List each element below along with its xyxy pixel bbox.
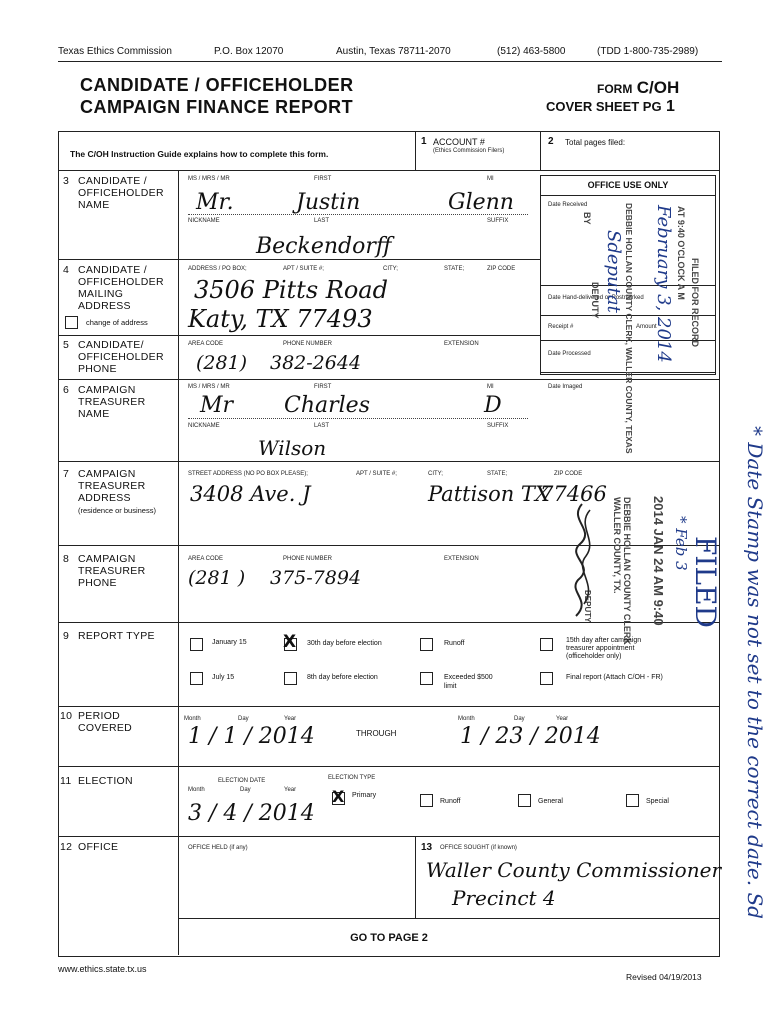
sec5-title-2: OFFICEHOLDER: [78, 351, 164, 363]
sec8-area-value: (281 ): [188, 567, 246, 589]
sec4-addr-label: ADDRESS / PO BOX;: [188, 266, 247, 272]
sec3-mi-label: MI: [487, 176, 494, 182]
report-exceeded-label-1: Exceeded $500: [444, 674, 493, 681]
sec5-area-label: AREA CODE: [188, 341, 224, 347]
sec3-suffix-label: SUFFIX: [487, 218, 509, 224]
sec8-number: 8: [63, 553, 70, 565]
sec10-to-day-label: Day: [514, 716, 525, 722]
sec5-phone-label: PHONE NUMBER: [283, 341, 333, 347]
footer-url: www.ethics.state.tx.us: [58, 964, 147, 974]
sec4-zip-label: ZIP CODE: [487, 266, 516, 272]
sec11-number: 11: [60, 775, 72, 787]
account-divider: [415, 131, 416, 170]
rule-sec6: [58, 379, 720, 380]
report-exceeded-label-2: limit: [444, 683, 457, 690]
report-15day-checkbox[interactable]: [540, 638, 553, 651]
sec13-value-line1: Waller County Commissioner: [426, 858, 721, 882]
po-box: P.O. Box 12070: [214, 46, 284, 57]
sec10-through: THROUGH: [356, 729, 397, 738]
sec10-to-year-label: Year: [556, 716, 569, 722]
rule-sec12: [58, 836, 720, 837]
stamp2-filed: FILED: [689, 536, 722, 628]
sec8-phone-value: 375-7894: [270, 567, 362, 589]
sec6-title-3: NAME: [78, 408, 110, 420]
sec3-title-value: Mr.: [196, 190, 234, 215]
sec8-title-2: TREASURER: [78, 565, 146, 577]
sec11-year-label: Year: [284, 787, 297, 793]
sec6-nick-label: NICKNAME: [188, 423, 220, 429]
sec6-last-label: LAST: [314, 423, 330, 429]
account-sub: (Ethics Commission Filers): [433, 148, 505, 154]
sec11-date-value: 3 / 4 / 2014: [188, 801, 315, 826]
rule-sec5: [58, 335, 540, 336]
date-hand-label: Date Hand-delivered or Postmarked: [548, 295, 644, 301]
office-divider: [415, 836, 416, 918]
sec10-from-year-label: Year: [284, 716, 297, 722]
stamp2-deputy: DEPUTY: [583, 590, 592, 623]
sec6-mi-label: MI: [487, 384, 494, 390]
sec7-addr-label: STREET ADDRESS (NO PO BOX PLEASE);: [188, 471, 308, 477]
election-runoff-label: Runoff: [440, 798, 461, 805]
sec7-title-2: TREASURER: [78, 480, 146, 492]
sec6-last-value: Wilson: [258, 436, 327, 460]
amount-label: Amount: [636, 324, 657, 330]
form-code-value: C/OH: [636, 78, 680, 97]
sec3-first-value: Justin: [296, 190, 361, 215]
stamp2-clerk: DEBBIE HOLLAN COUNTY CLERK WALLER COUNTY, TX.: [612, 497, 632, 645]
election-primary-mark: X: [332, 787, 345, 806]
report-jan15-label: January 15: [212, 639, 247, 646]
sec7-apt-label: APT / SUITE #;: [356, 471, 397, 477]
sec6-title-1: CAMPAIGN: [78, 384, 136, 396]
sec4-city-value: Katy, TX 77493: [188, 305, 373, 333]
stamp-hw-signature: Sdeputat: [603, 230, 624, 313]
election-primary-label: Primary: [352, 792, 377, 799]
sec3-title-label: MS / MRS / MR: [188, 176, 230, 182]
receipt-label: Receipt #: [548, 324, 574, 330]
sec13-sought-label: OFFICE SOUGHT (if known): [440, 845, 517, 851]
report-8day-label: 8th day before election: [307, 674, 378, 681]
stamp-hw-date: February 3, 2014: [653, 205, 674, 363]
form-prefix: FORM: [597, 82, 633, 96]
sec9-number: 9: [63, 630, 70, 642]
sec7-zip-label: ZIP CODE: [554, 471, 583, 477]
sec11-title: ELECTION: [78, 775, 133, 787]
report-final-label: Final report (Attach C/OH - FR): [566, 674, 663, 681]
form-title-line1: CANDIDATE / OFFICEHOLDER: [80, 75, 354, 95]
report-runoff-label: Runoff: [444, 640, 465, 647]
office-use-title: OFFICE USE ONLY: [587, 180, 669, 190]
sec12-held-label: OFFICE HELD (if any): [188, 845, 248, 851]
sec6-mi-value: D: [484, 393, 502, 418]
sec11-date-label: ELECTION DATE: [218, 778, 266, 784]
sec7-addr-value: 3408 Ave. J: [190, 482, 311, 506]
rule-sec4: [58, 259, 540, 260]
report-jul15-label: July 15: [212, 674, 235, 681]
account-label: ACCOUNT #: [433, 137, 485, 147]
form-title-line2: CAMPAIGN FINANCE REPORT: [80, 97, 354, 117]
stamp-clerk: DEBBIE HOLLAN COUNTY CLERK, WALLER COUNTY, TEXAS: [624, 203, 634, 454]
sec10-title-2: COVERED: [78, 722, 133, 734]
sec10-title-1: PERIOD: [78, 710, 121, 722]
sec7-title-3: ADDRESS: [78, 492, 131, 504]
sec5-title-1: CANDIDATE/: [78, 339, 144, 351]
office-rule-1: [540, 195, 716, 196]
agency-name: Texas Ethics Commission: [58, 46, 172, 57]
rule-sec7: [58, 461, 720, 462]
sec8-title-1: CAMPAIGN: [78, 553, 136, 565]
report-15day-label-1: 15th day after campaign: [566, 637, 642, 644]
sec7-sub: (residence or business): [78, 506, 156, 515]
report-30day-label: 30th day before election: [307, 640, 382, 647]
sec13-number: 13: [421, 842, 433, 853]
agency-phone: (512) 463-5800: [497, 46, 566, 57]
sec5-phone-value: 382-2644: [270, 352, 362, 374]
sec5-title-3: PHONE: [78, 363, 117, 375]
stamp-at-time: AT 9:40 O'CLOCK A M: [676, 206, 686, 300]
sec4-number: 4: [63, 264, 70, 276]
sec4-title-3: MAILING: [78, 288, 124, 300]
sec12-title: OFFICE: [78, 841, 119, 853]
sec3-title-3: NAME: [78, 199, 110, 211]
election-special-label: Special: [646, 798, 669, 805]
sec8-phone-label: PHONE NUMBER: [283, 556, 333, 562]
sec7-zip-value: 77466: [540, 482, 607, 506]
sec4-state-label: STATE;: [444, 266, 465, 272]
sec6-number: 6: [63, 384, 70, 396]
date-received-label: Date Received: [548, 202, 588, 208]
election-general-checkbox[interactable]: [518, 794, 531, 807]
sec7-city-value: Pattison TX: [428, 482, 550, 506]
sec10-from-value: 1 / 1 / 2014: [188, 724, 315, 749]
stamp-filed-record: FILED FOR RECORD: [690, 258, 700, 347]
stamp2-note: * Feb 3: [672, 516, 690, 571]
sec7-title-1: CAMPAIGN: [78, 468, 136, 480]
agency-tdd: (TDD 1-800-735-2989): [597, 46, 699, 57]
pages-divider: [540, 131, 541, 170]
sec8-area-label: AREA CODE: [188, 556, 224, 562]
goto-page-2[interactable]: GO TO PAGE 2: [350, 932, 428, 944]
sec3-last-label: LAST: [314, 218, 330, 224]
sec3-title-1: CANDIDATE /: [78, 175, 148, 187]
cover-sheet-label: [546, 98, 675, 116]
agency-city: Austin, Texas 78711-2070: [336, 46, 451, 57]
sec3-number: 3: [63, 175, 70, 187]
change-address-checkbox[interactable]: [65, 316, 78, 329]
sec3-mi-value: Glenn: [448, 190, 514, 215]
sec4-title-2: OFFICEHOLDER: [78, 276, 164, 288]
page-number: 1: [666, 98, 675, 115]
sec11-month-label: Month: [188, 787, 205, 793]
sec6-dots: [188, 418, 528, 419]
sec6-title-value: Mr: [200, 393, 234, 418]
account-num: 1: [421, 136, 427, 147]
stamp2-date: 2014 JAN 24 AM 9:40: [651, 496, 666, 626]
rule-sec10: [58, 706, 720, 707]
sec7-state-label: STATE;: [487, 471, 508, 477]
sec13-value-line2: Precinct 4: [452, 886, 556, 910]
sec4-title-4: ADDRESS: [78, 300, 131, 312]
rule-goto: [178, 918, 720, 919]
sec8-title-3: PHONE: [78, 577, 117, 589]
date-imaged-label: Date Imaged: [548, 384, 583, 390]
sec6-first-value: Charles: [284, 393, 370, 418]
header-rule: [58, 61, 722, 62]
sec10-to-value: 1 / 23 / 2014: [460, 724, 601, 749]
election-runoff-checkbox[interactable]: [420, 794, 433, 807]
sec5-number: 5: [63, 339, 70, 351]
sec4-apt-label: APT / SUITE #;: [283, 266, 324, 272]
footer-revised: Revised 04/19/2013: [626, 972, 702, 982]
pages-label: Total pages filed:: [565, 138, 626, 147]
margin-note: * Date Stamp was not set to the correct date. Sd: [743, 426, 767, 919]
sec4-city-label: CITY;: [383, 266, 398, 272]
report-jan15-checkbox[interactable]: [190, 638, 203, 651]
sec6-suffix-label: SUFFIX: [487, 423, 509, 429]
cover-sheet-text: COVER SHEET PG: [546, 99, 662, 114]
sec10-from-day-label: Day: [238, 716, 249, 722]
report-exceeded-checkbox[interactable]: [420, 672, 433, 685]
report-15day-label-2: treasurer appointment: [566, 645, 635, 652]
frame-rule-top: [58, 170, 720, 171]
report-15day-label-3: (officeholder only): [566, 653, 622, 660]
sec10-number: 10: [60, 710, 73, 722]
election-special-checkbox[interactable]: [626, 794, 639, 807]
date-processed-label: Date Processed: [548, 351, 591, 357]
report-runoff-checkbox[interactable]: [420, 638, 433, 651]
stamp-by: BY: [582, 212, 592, 225]
instructions: The C/OH Instruction Guide explains how to complete this form.: [70, 149, 329, 159]
sec6-title-label: MS / MRS / MR: [188, 384, 230, 390]
sec11-type-label: ELECTION TYPE: [328, 775, 376, 781]
election-general-label: General: [538, 798, 563, 805]
stamp2-signature: [562, 500, 602, 623]
sec3-first-label: FIRST: [314, 176, 332, 182]
sec3-nick-label: NICKNAME: [188, 218, 220, 224]
sec6-first-label: FIRST: [314, 384, 332, 390]
sec5-area-value: (281): [196, 352, 248, 374]
sec10-to-month-label: Month: [458, 716, 475, 722]
rule-sec11: [58, 766, 720, 767]
label-column-rule: [178, 170, 179, 955]
pages-num: 2: [548, 136, 554, 147]
sec4-title-1: CANDIDATE /: [78, 264, 148, 276]
sec11-day-label: Day: [240, 787, 251, 793]
sec3-last-value: Beckendorff: [256, 234, 392, 259]
sec4-addr-value: 3506 Pitts Road: [194, 276, 388, 304]
sec8-ext-label: EXTENSION: [444, 556, 479, 562]
sec12-number: 12: [60, 841, 73, 853]
report-8day-checkbox[interactable]: [284, 672, 297, 685]
sec7-number: 7: [63, 468, 70, 480]
sec6-title-2: TREASURER: [78, 396, 146, 408]
report-final-checkbox[interactable]: [540, 672, 553, 685]
report-jul15-checkbox[interactable]: [190, 672, 203, 685]
sec10-from-month-label: Month: [184, 716, 201, 722]
sec3-title-2: OFFICEHOLDER: [78, 187, 164, 199]
change-address-label: change of address: [86, 318, 148, 327]
stamp-deputy: DEPUTY: [590, 282, 600, 319]
sec7-city-label: CITY;: [428, 471, 443, 477]
sec9-title: REPORT TYPE: [78, 630, 155, 642]
sec5-ext-label: EXTENSION: [444, 341, 479, 347]
form-code: [597, 78, 679, 98]
report-30day-mark: X: [283, 632, 297, 652]
